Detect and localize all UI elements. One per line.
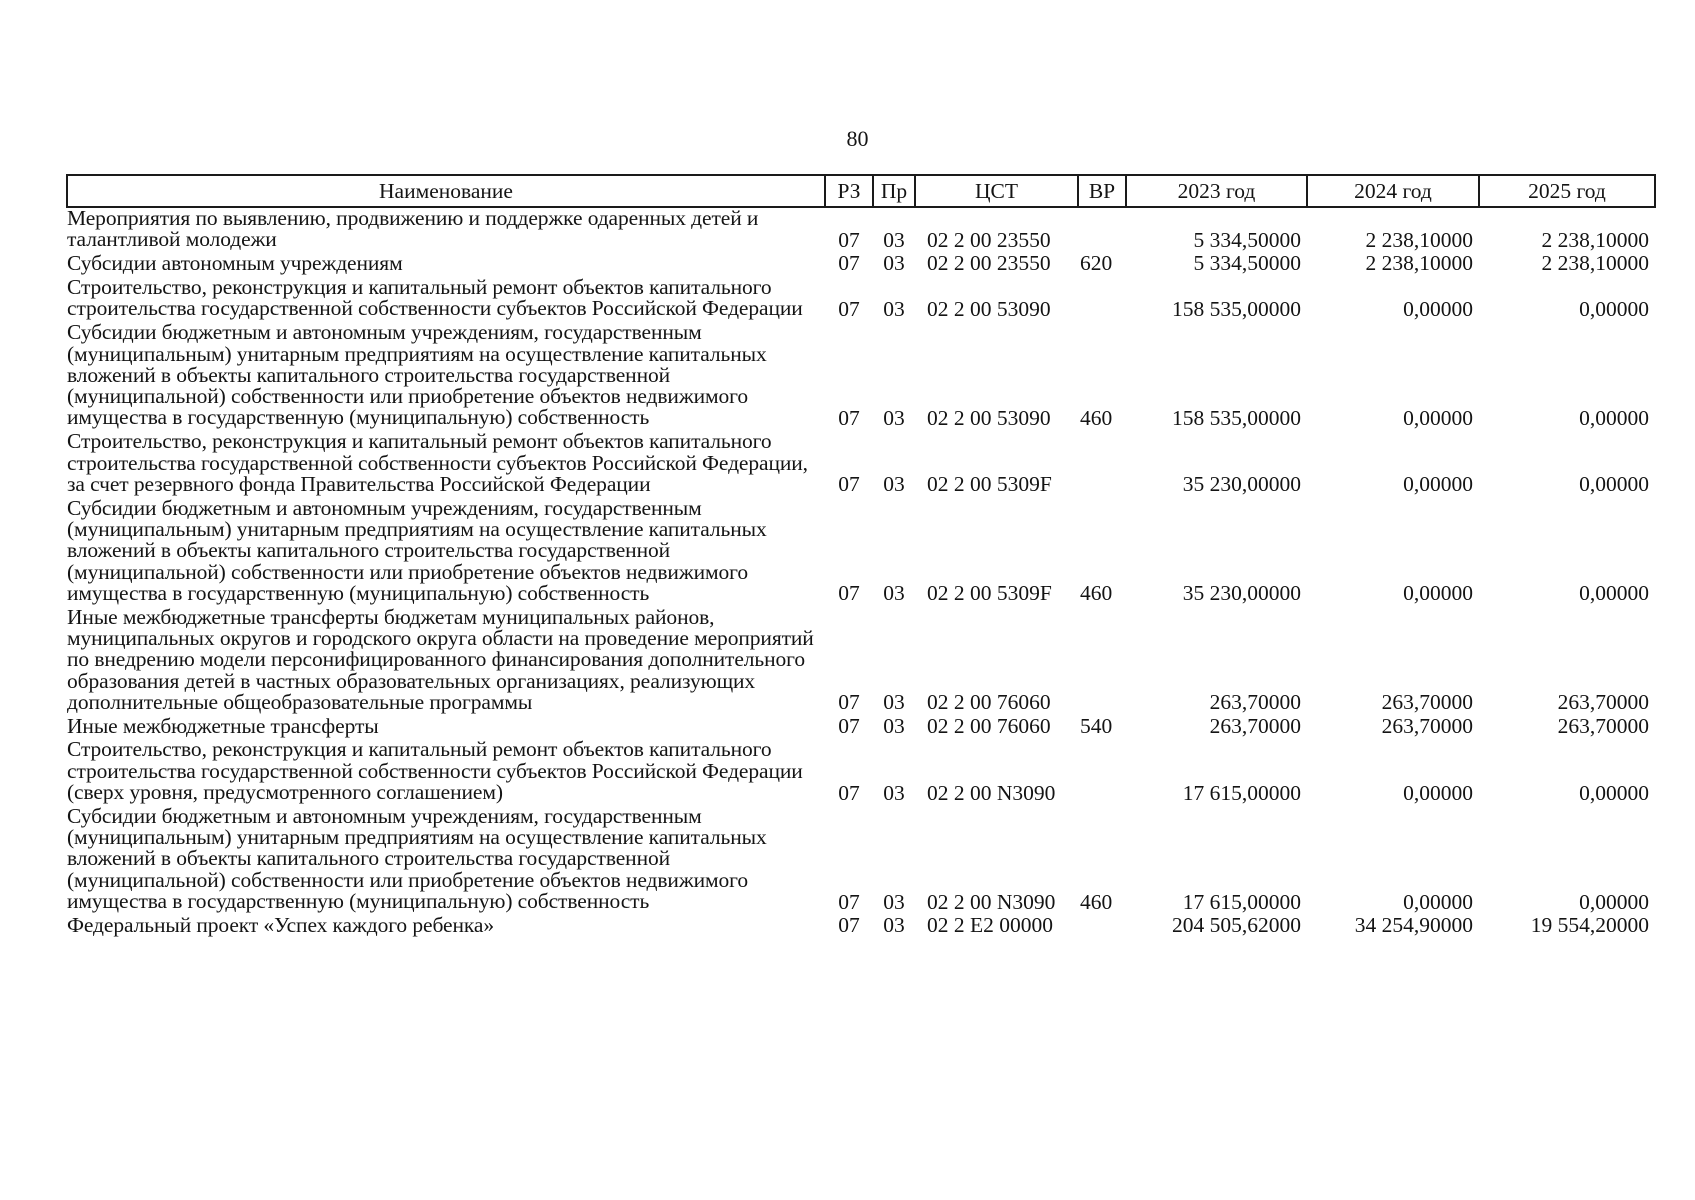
cell-vr: 460 — [1080, 405, 1113, 430]
cell-name: Субсидии бюджетным и автономным учреждениям, государственным (муниципальным) унитарным предприятиям на осуществление капитальных вложений в объекты капитального строительства государственной (муниципальной) собственности или приобретение объектов недвижимого имущества в государственную (муниципальную) собственность — [67, 320, 767, 430]
cell-cst: 02 2 E2 00000 — [927, 913, 1054, 938]
cell-rz: 07 — [838, 405, 860, 430]
header-2023: 2023 год — [1126, 175, 1307, 207]
cell-2023: 158 535,00000 — [1172, 405, 1301, 430]
table-row — [67, 739, 1655, 806]
cell-2023: 35 230,00000 — [1182, 472, 1301, 497]
cell-pr: 03 — [883, 296, 905, 321]
cell-name: Федеральный проект «Успех каждого ребенка» — [67, 913, 494, 938]
header-2024: 2024 год — [1307, 175, 1479, 207]
cell-2024: 0,00000 — [1403, 296, 1473, 321]
cell-name: Субсидии бюджетным и автономным учреждениям, государственным (муниципальным) унитарным предприятиям на осуществление капитальных вложений в объекты капитального строительства государственной (муниципальной) собственности или приобретение объектов недвижимого имущества в государственную (муниципальную) собственность — [67, 495, 767, 605]
cell-2023: 5 334,50000 — [1193, 251, 1301, 276]
table-row — [67, 498, 1655, 607]
page-number: 80 — [846, 126, 869, 151]
cell-rz: 07 — [838, 227, 860, 252]
cell-2023: 35 230,00000 — [1182, 581, 1301, 606]
cell-rz: 07 — [838, 472, 860, 497]
cell-2025: 0,00000 — [1579, 581, 1649, 606]
cell-rz: 07 — [838, 913, 860, 938]
cell-2023: 204 505,62000 — [1172, 913, 1301, 938]
table-row — [67, 207, 1655, 253]
cell-vr — [1078, 207, 1126, 253]
cell-rz: 07 — [838, 296, 860, 321]
cell-vr — [1078, 431, 1126, 498]
cell-vr: 460 — [1080, 581, 1113, 606]
cell-2024: 0,00000 — [1403, 780, 1473, 805]
table-row — [67, 716, 1655, 740]
cell-pr: 03 — [883, 405, 905, 430]
cell-2024: 0,00000 — [1403, 405, 1473, 430]
cell-cst: 02 2 00 23550 — [927, 227, 1051, 252]
cell-rz: 07 — [838, 889, 860, 914]
table-row — [67, 806, 1655, 915]
cell-pr: 03 — [883, 581, 905, 606]
cell-2023: 5 334,50000 — [1193, 227, 1301, 252]
cell-cst: 02 2 00 53090 — [927, 405, 1051, 430]
cell-cst: 02 2 00 N3090 — [927, 889, 1056, 914]
cell-name: Субсидии бюджетным и автономным учреждениям, государственным (муниципальным) унитарным предприятиям на осуществление капитальных вложений в объекты капитального строительства государственной (муниципальной) собственности или приобретение объектов недвижимого имущества в государственную (муниципальную) собственность — [67, 804, 767, 913]
cell-2025: 2 238,10000 — [1541, 251, 1649, 276]
cell-pr: 03 — [883, 227, 905, 252]
cell-name: Мероприятия по выявлению, продвижению и поддержке одаренных детей и талантливой молодежи — [67, 206, 759, 252]
header-pr: Пр — [873, 175, 915, 207]
cell-2023: 263,70000 — [1209, 690, 1301, 715]
cell-2024: 34 254,90000 — [1354, 913, 1473, 938]
cell-2024: 2 238,10000 — [1365, 227, 1473, 252]
cell-cst: 02 2 00 5309F — [927, 472, 1052, 497]
cell-pr: 03 — [883, 690, 905, 715]
cell-cst: 02 2 00 5309F — [927, 581, 1052, 606]
header-name: Наименование — [67, 175, 825, 207]
cell-rz: 07 — [838, 780, 860, 805]
cell-2024: 263,70000 — [1381, 690, 1473, 715]
cell-name: Строительство, реконструкция и капитальный ремонт объектов капитального строительства государственной собственности субъектов Российской Федерации — [67, 274, 803, 321]
cell-cst: 02 2 00 53090 — [927, 296, 1051, 321]
cell-cst: 02 2 00 76060 — [927, 713, 1051, 738]
cell-cst: 02 2 00 76060 — [927, 690, 1051, 715]
cell-vr: 620 — [1080, 251, 1113, 276]
cell-vr — [1078, 915, 1126, 939]
cell-pr: 03 — [883, 472, 905, 497]
cell-name: Иные межбюджетные трансферты бюджетам муниципальных районов, муниципальных округов и городского округа области на проведение мероприятий по внедрению модели персонифицированного финансирования дополнительного образования детей в частных образовательных организациях, реализующих дополнительные общеобразовательные программы — [67, 604, 814, 714]
header-vr: ВР — [1078, 175, 1126, 207]
cell-vr — [1078, 277, 1126, 322]
header-row — [67, 175, 1655, 207]
cell-pr: 03 — [883, 251, 905, 276]
cell-rz: 07 — [838, 690, 860, 715]
cell-rz: 07 — [838, 581, 860, 606]
cell-2025: 0,00000 — [1579, 472, 1649, 497]
cell-2025: 0,00000 — [1579, 889, 1649, 914]
cell-pr: 03 — [883, 780, 905, 805]
table-row — [67, 277, 1655, 322]
table-row — [67, 431, 1655, 498]
cell-2023: 158 535,00000 — [1172, 296, 1301, 321]
cell-2024: 2 238,10000 — [1365, 251, 1473, 276]
table-row — [67, 253, 1655, 277]
cell-name: Субсидии автономным учреждениям — [67, 251, 403, 276]
cell-2024: 0,00000 — [1403, 581, 1473, 606]
table-row — [67, 322, 1655, 431]
cell-pr: 03 — [883, 913, 905, 938]
cell-pr: 03 — [883, 713, 905, 738]
cell-2023: 263,70000 — [1209, 713, 1301, 738]
cell-2023: 17 615,00000 — [1182, 889, 1301, 914]
header-cst: ЦСТ — [915, 175, 1078, 207]
header-2025: 2025 год — [1479, 175, 1655, 207]
cell-2025: 0,00000 — [1579, 780, 1649, 805]
cell-vr — [1078, 739, 1126, 806]
cell-vr — [1078, 607, 1126, 716]
cell-rz: 07 — [838, 713, 860, 738]
header-rz: РЗ — [825, 175, 873, 207]
cell-2025: 2 238,10000 — [1541, 227, 1649, 252]
cell-vr: 460 — [1080, 889, 1113, 914]
cell-2025: 263,70000 — [1557, 713, 1649, 738]
cell-2025: 263,70000 — [1557, 690, 1649, 715]
cell-pr: 03 — [883, 889, 905, 914]
cell-cst: 02 2 00 23550 — [927, 251, 1051, 276]
cell-2025: 0,00000 — [1579, 296, 1649, 321]
cell-cst: 02 2 00 N3090 — [927, 780, 1056, 805]
table-row — [67, 915, 1655, 939]
cell-2025: 19 554,20000 — [1530, 913, 1649, 938]
cell-2024: 263,70000 — [1381, 713, 1473, 738]
cell-name: Строительство, реконструкция и капитальный ремонт объектов капитального строительства государственной собственности субъектов Российской Федерации (сверх уровня, предусмотренного соглашением) — [67, 737, 803, 804]
cell-2024: 0,00000 — [1403, 472, 1473, 497]
cell-2025: 0,00000 — [1579, 405, 1649, 430]
cell-vr: 540 — [1080, 713, 1113, 738]
table-body — [67, 207, 1655, 939]
table-header — [67, 175, 1655, 207]
budget-table — [66, 174, 1656, 939]
table-row — [67, 607, 1655, 716]
cell-2023: 17 615,00000 — [1182, 780, 1301, 805]
cell-rz: 07 — [838, 251, 860, 276]
cell-name: Иные межбюджетные трансферты — [67, 713, 379, 738]
cell-name: Строительство, реконструкция и капитальный ремонт объектов капитального строительства государственной собственности субъектов Российской Федерации, за счет резервного фонда Правительства Российской Федерации — [67, 429, 808, 496]
cell-2024: 0,00000 — [1403, 889, 1473, 914]
